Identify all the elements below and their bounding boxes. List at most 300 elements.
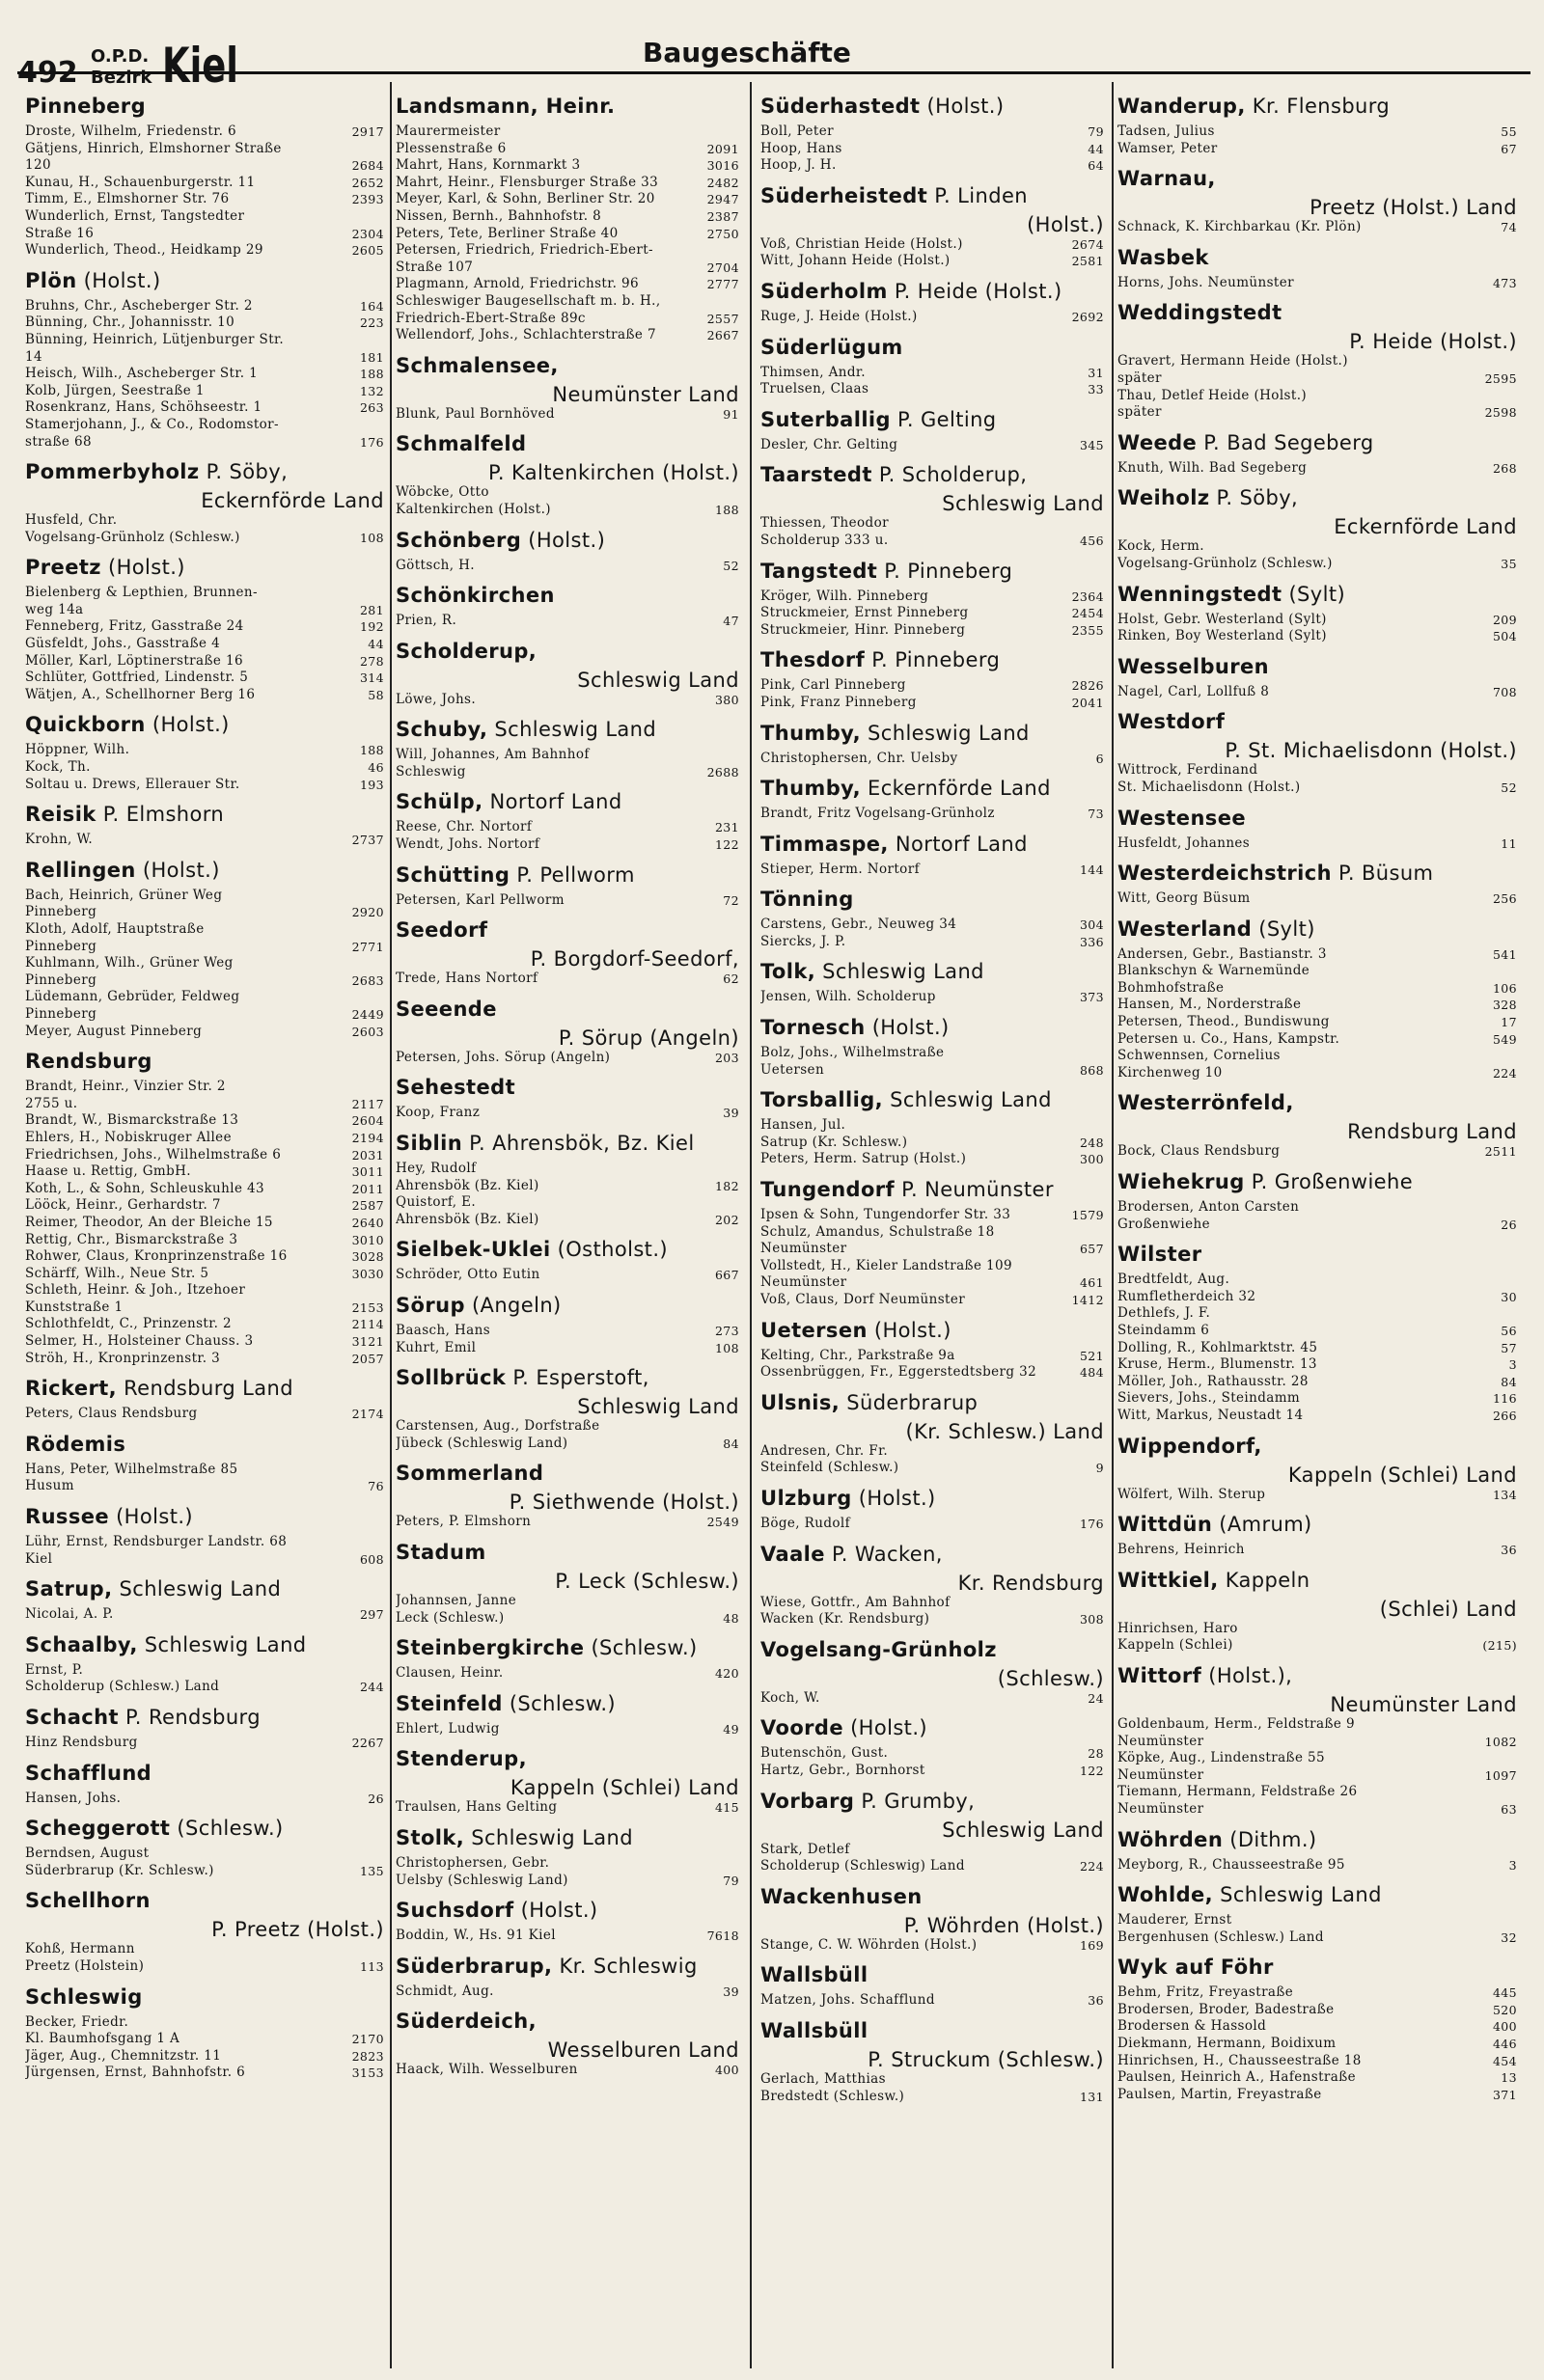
town-heading	[760, 463, 1104, 490]
town-heading	[1117, 1828, 1517, 1855]
town-district: Schleswig Land	[577, 668, 739, 692]
town-name: Tönning	[760, 888, 854, 912]
business-name: Hansen, Jul. Satrup (Kr. Schlesw.)	[760, 1117, 908, 1150]
business-name: Meyer, Karl, & Sohn, Berliner Str. 20	[396, 191, 655, 207]
town-name: Weiholz	[1117, 486, 1210, 510]
phone-number: 2387	[706, 208, 739, 224]
business-name: Jensen, Wilh. Scholderup	[760, 989, 936, 1005]
town-heading	[760, 1716, 1104, 1743]
town-name: Schönkirchen	[396, 584, 555, 608]
town-postal-note: Nortorf Land	[888, 832, 1028, 856]
town-postal-note: P. Neumünster	[895, 1178, 1054, 1202]
town-name: Wackenhusen	[760, 1884, 923, 1908]
column-divider	[1112, 82, 1114, 2368]
town-name: Wyk auf Föhr	[1117, 1956, 1274, 1980]
business-entry	[25, 399, 384, 417]
town-heading	[760, 1963, 1104, 1990]
opd-line-1: O.P.D.	[91, 46, 150, 67]
business-name: Möller, Karl, Löptinerstraße 16	[25, 652, 243, 669]
town-postal-note: Eckernförde Land	[860, 777, 1051, 801]
town-heading	[25, 460, 384, 487]
business-entry	[396, 1267, 739, 1284]
business-entry	[760, 1348, 1104, 1365]
phone-number: 2771	[351, 939, 384, 954]
business-name: Becker, Friedr. Kl. Baumhofsgang 1 A	[25, 2013, 180, 2047]
business-entry	[25, 191, 384, 208]
town-postal-note: Kr. Flensburg	[1245, 95, 1391, 118]
town-heading	[760, 722, 1104, 749]
business-name: Rosenkranz, Hans, Schöhseestr. 1	[25, 399, 262, 416]
phone-number: 169	[1079, 1937, 1104, 1953]
town-postal-note: P. Esperstoft,	[506, 1366, 649, 1390]
business-entry	[25, 1791, 384, 1808]
business-entry	[760, 989, 1104, 1006]
business-entry	[25, 1462, 384, 1495]
business-name: Heisch, Wilh., Ascheberger Str. 1	[25, 366, 259, 382]
town-name: Westensee	[1117, 806, 1246, 830]
business-name: Friedrichsen, Johs., Wilhelmstraße 6	[25, 1146, 282, 1163]
business-entry	[396, 1418, 739, 1452]
town-heading	[760, 888, 1104, 915]
town-heading	[25, 1050, 384, 1077]
business-name: Kruse, Herm., Blumenstr. 13	[1117, 1356, 1317, 1373]
town-heading	[25, 713, 384, 740]
business-name: Meyborg, R., Chausseestraße 95	[1117, 1856, 1345, 1873]
phone-number: 113	[359, 1958, 384, 1974]
town-heading	[396, 918, 739, 945]
business-name: Thimsen, Andr.	[760, 364, 866, 380]
business-entry	[396, 1721, 739, 1738]
town-postal-note: Schleswig Land	[860, 721, 1030, 745]
town-postal-note: (Holst.)	[867, 1318, 951, 1342]
phone-number: 144	[1079, 862, 1104, 877]
business-name: Voß, Claus, Dorf Neumünster	[760, 1292, 966, 1307]
town-name: Süderdeich,	[396, 2010, 537, 2034]
phone-number: 2364	[1071, 588, 1104, 604]
business-entry	[25, 1079, 384, 1112]
business-name: Hoop, Hans	[760, 140, 842, 156]
phone-number: 420	[714, 1666, 739, 1682]
phone-number: 132	[359, 383, 384, 398]
town-name: Scheggerott	[25, 1817, 171, 1841]
business-name: Bock, Claus Rendsburg	[1117, 1143, 1281, 1160]
business-name: Reese, Chr. Nortorf	[396, 819, 533, 835]
town-postal-note: Rendsburg Land	[117, 1377, 293, 1401]
phone-number: 181	[359, 349, 384, 365]
town-name: Sollbrück	[396, 1366, 507, 1390]
business-name: Gerlach, Matthias Bredstedt (Schlesw.)	[760, 2070, 905, 2104]
town-name: Schaalby,	[25, 1632, 138, 1656]
town-name: Schellhorn	[25, 1889, 151, 1913]
phone-number: 209	[1492, 612, 1517, 627]
business-name: Haack, Wilh. Wesselburen	[396, 2062, 578, 2078]
business-entry	[396, 1983, 739, 2001]
town-heading	[396, 432, 739, 459]
town-district: Schleswig Land	[577, 1395, 739, 1419]
town-district: P. Kaltenkirchen (Holst.)	[488, 461, 739, 485]
business-name: Witt, Markus, Neustadt 14	[1117, 1407, 1304, 1423]
business-name: Kolb, Jürgen, Seestraße 1	[25, 382, 205, 398]
business-entry	[760, 365, 1104, 382]
business-entry	[1117, 628, 1517, 645]
town-postal-note: (Holst.)	[109, 1505, 194, 1529]
business-entry	[1117, 275, 1517, 292]
phone-number: 63	[1501, 1801, 1517, 1817]
phone-number: 2777	[706, 277, 739, 292]
business-entry	[1117, 684, 1517, 701]
business-entry	[1117, 1784, 1517, 1818]
phone-number: 57	[1501, 1340, 1517, 1355]
business-entry	[760, 1745, 1104, 1763]
business-entry	[1117, 997, 1517, 1014]
town-postal-note: P. Elmshorn	[96, 803, 225, 827]
business-entry	[760, 381, 1104, 398]
business-entry	[396, 191, 739, 208]
phone-number: 3028	[351, 1249, 384, 1265]
phone-number: 2153	[351, 1299, 384, 1315]
town-name: Suterballig	[760, 407, 891, 431]
business-name: Sievers, Johs., Steindamm	[1117, 1390, 1301, 1407]
phone-number: 36	[1501, 1543, 1517, 1558]
business-entry	[396, 157, 739, 175]
business-entry	[1117, 460, 1517, 478]
phone-number: 79	[723, 1873, 739, 1888]
business-entry	[760, 622, 1104, 640]
town-postal-note: Schleswig Land	[137, 1632, 307, 1656]
phone-number: 72	[723, 892, 739, 908]
phone-number: 2917	[351, 124, 384, 139]
phone-number: 3016	[706, 158, 739, 174]
business-entry	[25, 888, 384, 921]
town-heading	[1117, 917, 1517, 944]
business-entry	[1117, 1356, 1517, 1374]
business-entry	[25, 742, 384, 759]
town-heading	[25, 1706, 384, 1733]
town-heading	[396, 1132, 739, 1159]
town-heading	[1117, 1243, 1517, 1270]
town-name: Stenderup,	[396, 1747, 527, 1771]
business-name: Paulsen, Martin, Freyastraße	[1117, 2086, 1322, 2102]
phone-number: 708	[1492, 684, 1517, 699]
town-postal-note: (Holst.),	[1201, 1663, 1293, 1687]
phone-number: 2117	[351, 1096, 384, 1111]
town-name: Thumby,	[760, 721, 861, 745]
business-entry	[25, 175, 384, 192]
business-name: Nagel, Carl, Lollfuß 8	[1117, 683, 1270, 699]
business-entry	[760, 1937, 1104, 1955]
phone-number: 64	[1088, 158, 1104, 174]
phone-number: 2091	[706, 141, 739, 156]
business-name: Plagmann, Arnold, Friedrichstr. 96	[396, 276, 639, 292]
town-postal-note: P. Bad Segeberg	[1197, 430, 1374, 454]
business-name: Schwennsen, Cornelius Kirchenweg 10	[1117, 1048, 1281, 1081]
business-entry	[1117, 963, 1517, 997]
phone-number: 446	[1492, 2037, 1517, 2052]
business-entry	[760, 1224, 1104, 1258]
town-name: Rickert,	[25, 1377, 118, 1401]
business-name: Wölfert, Wilh. Sterup	[1117, 1486, 1266, 1502]
business-name: Brodersen, Broder, Badestraße	[1117, 2001, 1335, 2017]
business-name: Koop, Franz	[396, 1105, 481, 1121]
business-entry	[396, 175, 739, 192]
business-entry	[1117, 762, 1517, 796]
business-name: Rinken, Boy Westerland (Sylt)	[1117, 628, 1327, 644]
phone-number: 164	[359, 298, 384, 314]
business-name: Desler, Chr. Gelting	[760, 436, 898, 452]
phone-number: 3030	[351, 1266, 384, 1281]
business-entry	[25, 636, 384, 653]
business-name: Ernst, P. Scholderup (Schlesw.) Land	[25, 1661, 220, 1695]
business-name: Wätjen, A., Schellhorner Berg 16	[25, 686, 256, 702]
town-district: P. Leck (Schlesw.)	[555, 1569, 739, 1593]
phone-number: 608	[359, 1551, 384, 1567]
opd-line-2: Bezirk	[91, 68, 152, 88]
business-name: Rohwer, Claus, Kronprinzenstraße 16	[25, 1248, 288, 1265]
town-name: Süderlügum	[760, 335, 903, 359]
business-entry	[760, 862, 1104, 879]
business-name: Schmidt, Aug.	[396, 1983, 494, 1999]
phone-number: 2557	[706, 311, 739, 326]
business-entry	[760, 605, 1104, 622]
business-name: Struckmeier, Ernst Pinneberg	[760, 605, 969, 621]
town-heading	[1117, 1883, 1517, 1910]
business-entry	[25, 1266, 384, 1283]
phone-number: 2652	[351, 175, 384, 190]
town-heading	[396, 2010, 739, 2037]
business-entry	[1117, 946, 1517, 964]
town-name: Schönberg	[396, 528, 522, 552]
business-name: Wellendorf, Johs., Schlachterstraße 7	[396, 327, 656, 343]
town-heading	[760, 560, 1104, 587]
business-entry	[25, 653, 384, 670]
listing-column-1	[25, 85, 384, 2371]
town-heading	[25, 1817, 384, 1844]
phone-number: 135	[359, 1863, 384, 1878]
business-entry	[1117, 538, 1517, 572]
business-name: Köpke, Aug., Lindenstraße 55 Neumünster	[1117, 1750, 1326, 1783]
town-heading	[25, 1889, 384, 1916]
town-postal-note: (Schlesw.)	[584, 1636, 698, 1660]
business-entry	[760, 1117, 1104, 1151]
town-district: Kappeln (Schlei) Land	[1287, 1463, 1517, 1487]
town-name: Pinneberg	[25, 95, 146, 118]
town-name: Stadum	[396, 1540, 486, 1564]
business-name: Thiessen, Theodor Scholderup 333 u.	[760, 515, 889, 548]
business-entry	[25, 2014, 384, 2048]
business-entry	[760, 916, 1104, 934]
phone-number: 521	[1079, 1348, 1104, 1363]
phone-number: 2581	[1071, 254, 1104, 269]
phone-number: 47	[723, 614, 739, 629]
business-entry	[25, 2065, 384, 2082]
town-heading	[760, 2019, 1104, 2046]
town-heading	[760, 648, 1104, 675]
phone-number: 297	[359, 1607, 384, 1623]
town-postal-note: P. Pellworm	[510, 862, 635, 887]
business-entry	[396, 276, 739, 293]
town-name: Sörup	[396, 1294, 465, 1317]
business-entry	[396, 1161, 739, 1194]
business-entry	[396, 123, 739, 157]
town-name: Wesselburen	[1117, 654, 1270, 678]
business-name: Mauderer, Ernst Bergenhusen (Schlesw.) Land	[1117, 1912, 1324, 1945]
business-name: Struckmeier, Hinr. Pinneberg	[760, 621, 966, 638]
business-name: Höppner, Wilh.	[25, 742, 130, 758]
business-entry	[1117, 1272, 1517, 1305]
business-entry	[396, 692, 739, 709]
phone-number: 3	[1508, 1357, 1517, 1373]
business-entry	[1117, 1199, 1517, 1233]
business-entry	[396, 293, 739, 327]
business-entry	[1117, 2036, 1517, 2053]
business-name: Mahrt, Hans, Kornmarkt 3	[396, 157, 581, 174]
phone-number: 44	[1088, 141, 1104, 156]
business-name: Wendt, Johs. Nortorf	[396, 836, 540, 853]
town-heading	[760, 1319, 1104, 1346]
business-entry	[25, 298, 384, 315]
section-title: Baugeschäfte	[643, 37, 851, 68]
business-entry	[1117, 1014, 1517, 1031]
town-district: P. Borgdorf-Seedorf,	[530, 947, 739, 971]
town-heading	[1117, 710, 1517, 737]
business-entry	[1117, 2069, 1517, 2087]
town-name: Wippendorf,	[1117, 1434, 1262, 1458]
business-name: Selmer, H., Holsteiner Chauss. 3	[25, 1333, 254, 1350]
phone-number: 248	[1079, 1135, 1104, 1150]
phone-number: 3010	[351, 1232, 384, 1247]
town-postal-note: Schleswig Land	[487, 718, 657, 742]
town-postal-note: (Holst.)	[145, 713, 230, 737]
phone-number: 73	[1088, 807, 1104, 822]
town-heading	[25, 1577, 384, 1604]
business-name: Will, Johannes, Am Bahnhof Schleswig	[396, 747, 590, 780]
business-entry	[760, 253, 1104, 270]
town-name: Thumby,	[760, 777, 861, 801]
phone-number: 2750	[706, 226, 739, 241]
town-district: Neumünster Land	[1330, 1692, 1517, 1716]
business-entry	[760, 934, 1104, 951]
phone-number: 46	[368, 760, 384, 776]
business-entry	[25, 1232, 384, 1249]
phone-number: 328	[1492, 998, 1517, 1013]
business-name: Blankschyn & Warnemünde Bohmhofstraße	[1117, 963, 1310, 996]
town-postal-note: P. Heide (Holst.)	[887, 279, 1062, 303]
business-entry	[1117, 1408, 1517, 1425]
business-entry	[25, 832, 384, 849]
town-name: Süderheistedt	[760, 183, 928, 207]
town-heading	[25, 1762, 384, 1789]
phone-number: 17	[1501, 1015, 1517, 1030]
phone-number: 116	[1492, 1391, 1517, 1407]
town-district: Schleswig Land	[942, 1818, 1104, 1842]
business-name: Brandt, Heinr., Vinzier Str. 2 2755 u.	[25, 1079, 226, 1111]
phone-number: 52	[1501, 780, 1517, 795]
business-entry	[760, 806, 1104, 823]
town-postal-note: (Schlesw.)	[502, 1691, 617, 1715]
business-entry	[25, 512, 384, 546]
town-heading	[760, 1638, 1104, 1665]
town-name: Plön	[25, 268, 77, 292]
business-entry	[1117, 1487, 1517, 1504]
business-entry	[1117, 2053, 1517, 2070]
page-number: 492	[17, 56, 78, 90]
business-entry	[25, 1606, 384, 1624]
town-postal-note: Schleswig Land	[815, 960, 984, 984]
business-entry	[396, 1799, 739, 1817]
phone-number: 108	[714, 1340, 739, 1355]
phone-number: 188	[714, 502, 739, 517]
town-heading	[396, 1826, 739, 1853]
business-name: Bielenberg & Lepthien, Brunnen- weg 14a	[25, 585, 258, 617]
business-name: Wiese, Gottfr., Am Bahnhof Wacken (Kr. Rendsburg)	[760, 1594, 951, 1628]
phone-number: 2549	[706, 1515, 739, 1530]
town-heading	[760, 1088, 1104, 1115]
business-name: Matzen, Johs. Schafflund	[760, 1992, 935, 2009]
business-entry	[1117, 388, 1517, 422]
business-name: Jürgensen, Ernst, Bahnhofstr. 6	[25, 2065, 246, 2081]
business-entry	[25, 687, 384, 704]
business-name: Schlothfeldt, C., Prinzenstr. 2	[25, 1316, 232, 1332]
town-heading	[396, 718, 739, 745]
business-name: Berndsen, August Süderbrarup (Kr. Schlesw.)	[25, 1846, 214, 1878]
business-name: Brandt, Fritz Vogelsang-Grünholz	[760, 806, 995, 822]
business-entry	[760, 1763, 1104, 1780]
business-entry	[1117, 1390, 1517, 1408]
town-heading	[396, 1955, 739, 1982]
business-entry	[1117, 1716, 1517, 1750]
town-heading	[396, 1636, 739, 1663]
business-name: Wöbcke, Otto Kaltenkirchen (Holst.)	[396, 484, 551, 517]
town-postal-note: P. Söby,	[1209, 486, 1299, 510]
business-entry	[760, 1595, 1104, 1628]
town-heading	[1117, 655, 1517, 682]
phone-number: 122	[1079, 1763, 1104, 1778]
business-name: Fenneberg, Fritz, Gasstraße 24	[25, 618, 244, 635]
phone-number: 256	[1492, 891, 1517, 907]
town-heading	[1117, 246, 1517, 273]
town-name: Sommerland	[396, 1462, 544, 1486]
business-name: Kock, Th.	[25, 759, 91, 776]
town-heading	[1117, 301, 1517, 328]
business-entry	[1117, 2018, 1517, 2036]
business-entry	[25, 417, 384, 451]
business-entry	[25, 759, 384, 777]
phone-number: 345	[1079, 437, 1104, 452]
town-name: Vaale	[760, 1542, 825, 1566]
phone-number: 79	[1088, 124, 1104, 139]
business-name: Hansen, Johs.	[25, 1790, 122, 1806]
town-name: Scholderup,	[396, 639, 538, 663]
town-name: Wöhrden	[1117, 1827, 1224, 1851]
town-postal-note: Schleswig Land	[1213, 1883, 1382, 1907]
business-name: Hoop, J. H.	[760, 157, 837, 174]
business-entry	[396, 1665, 739, 1682]
phone-number: 67	[1501, 141, 1517, 156]
town-district: Eckernförde Land	[1334, 515, 1517, 539]
phone-number: 281	[359, 602, 384, 617]
business-entry	[1117, 2087, 1517, 2104]
business-entry	[760, 141, 1104, 158]
business-entry	[396, 836, 739, 854]
town-heading	[760, 280, 1104, 307]
town-name: Wittkiel,	[1117, 1568, 1219, 1592]
business-entry	[25, 618, 384, 636]
town-name: Schütting	[396, 862, 510, 887]
business-name: Johannsen, Janne Leck (Schlesw.)	[396, 1592, 517, 1626]
business-entry	[25, 1282, 384, 1316]
business-name: Husfeldt, Johannes	[1117, 834, 1251, 851]
business-name: Kloth, Adolf, Hauptstraße Pinneberg	[25, 921, 205, 954]
